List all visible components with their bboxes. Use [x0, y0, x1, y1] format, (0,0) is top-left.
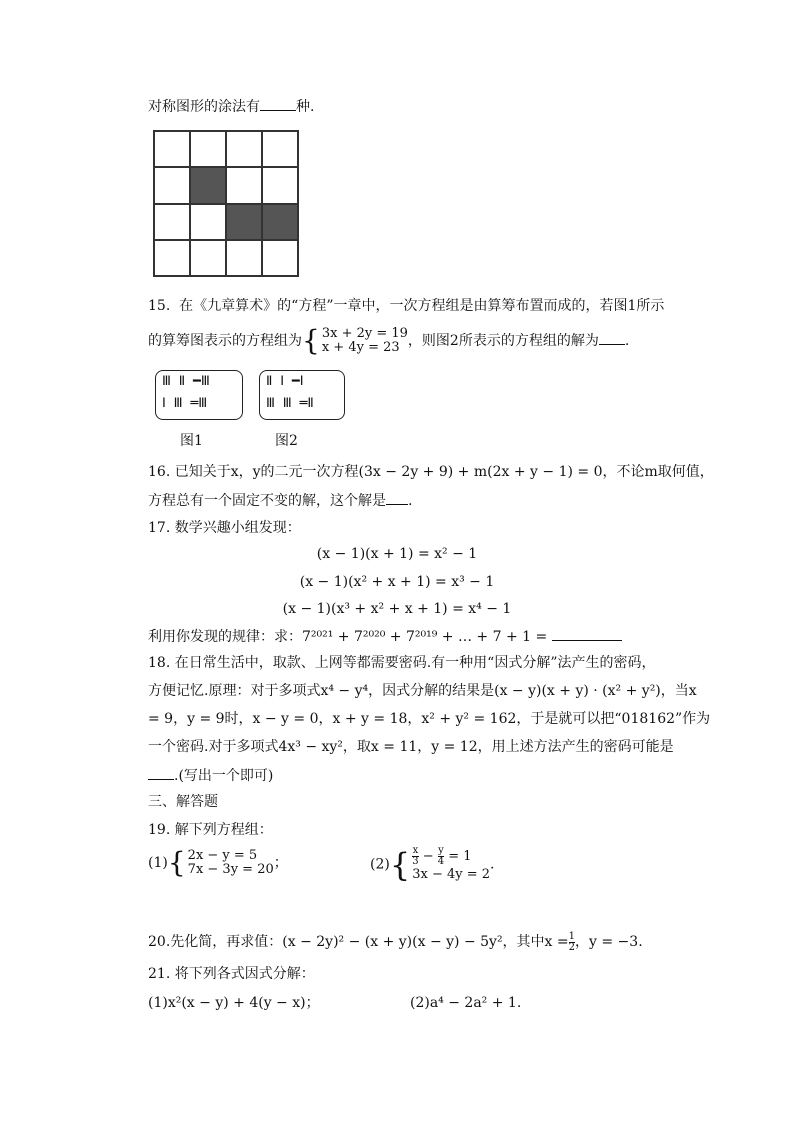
q18-line2: 方便记忆.原理：对于多项式x⁴ − y⁴，因式分解的结果是(x − y)(x + y) · (x² + y²)，当x — [148, 683, 697, 699]
q19-part1 — [148, 848, 288, 878]
q21-part1: (1)x²(x − y) + 4(y − x)； — [148, 995, 320, 1011]
grid-cell-shaded — [226, 204, 262, 240]
fig2-row2: Ⅲ Ⅲ ═Ⅱ — [266, 396, 314, 411]
q19-p2-label: (2) — [370, 856, 390, 873]
q17-text5: 利用你发现的规律：求：7²⁰²¹ + 7²⁰²⁰ + 7²⁰¹⁹ + … + 7 + 1 = — [148, 629, 548, 645]
q19-part2 — [370, 846, 494, 883]
grid-cell — [190, 131, 226, 167]
q21-part2: (2)a⁴ − 2a² + 1. — [410, 995, 522, 1011]
q18-line4: 一个密码.对于多项式4x³ − xy²，取x = 11，y = 12，用上述方法产生的密码可能是 — [148, 739, 674, 755]
q17-eq2: (x − 1)(x² + x + 1) = x³ − 1 — [299, 574, 495, 590]
fig1-row1: Ⅲ Ⅱ ━Ⅲ — [162, 374, 210, 389]
fig1-caption: 图1 — [180, 433, 203, 449]
q16-text2: 方程总有一个固定不变的解，这个解是 — [148, 493, 386, 509]
frac-den: 4 — [437, 856, 445, 867]
fraction — [438, 846, 444, 867]
q18-text5: .(写出一个即可) — [174, 768, 274, 784]
fraction — [412, 846, 418, 867]
brace-icon: { — [302, 324, 320, 357]
q15-text1: 在《九章算术》的“方程”一章中，一次方程组是由算筹布置而成的，若图1所示 — [179, 298, 665, 314]
brace-icon: { — [167, 846, 186, 879]
q21-line1: 21. 将下列各式因式分解： — [148, 966, 315, 982]
q16-line2: 方程总有一个固定不变的解，这个解是 . — [148, 490, 412, 511]
q17-eq3: (x − 1)(x³ + x² + x + 1) = x⁴ − 1 — [282, 601, 512, 617]
q20-tail: ，y = −3. — [575, 934, 643, 950]
answer-blank[interactable] — [148, 765, 174, 780]
q19-p1-eq2: 7x − 3y = 20 — [187, 862, 274, 877]
q15-text2b: ，则图2所表示的方程组的解为 — [407, 333, 599, 349]
symmetry-grid — [153, 130, 299, 277]
q18-line3: = 9，y = 9时，x − y = 0，x + y = 18，x² + y² = 162，于是就可以把“018162”作为 — [148, 711, 711, 727]
brace-icon: { — [389, 845, 411, 884]
q19-p1-system — [188, 849, 274, 877]
q19-p2-system — [412, 846, 490, 883]
frac-den: 3 — [412, 856, 419, 867]
grid-cell — [226, 240, 262, 276]
answer-blank[interactable] — [552, 626, 622, 641]
grid-cell — [226, 131, 262, 167]
q20-line — [148, 930, 643, 954]
fig2-row1: Ⅱ Ⅰ ━Ⅰ — [266, 374, 304, 389]
q19-line1: 19. 解下列方程组： — [148, 822, 273, 838]
grid-cell — [154, 167, 190, 203]
q19-p2-eq2: 3x − 4y = 2 — [412, 867, 491, 882]
section-heading: 三、解答题 — [148, 794, 218, 810]
q15-line1 — [148, 296, 664, 316]
q19-p2-eq1-rest: = 1 — [448, 849, 472, 864]
frac-num: x — [412, 845, 419, 856]
answer-blank[interactable] — [599, 330, 625, 345]
q18-line1: 18. 在日常生活中，取款、上网等都需要密码.有一种用“因式分解”法产生的密码， — [148, 655, 656, 671]
q17-line1: 17. 数学兴趣小组发现： — [148, 520, 301, 536]
q14-text: 对称图形的涂法有 — [148, 99, 260, 115]
q19-p1-label: (1) — [148, 855, 168, 871]
frac-num: 1 — [568, 930, 576, 942]
grid-cell — [262, 131, 298, 167]
q17-line5 — [148, 626, 622, 647]
question-14-tail — [148, 96, 314, 117]
grid-cell — [154, 204, 190, 240]
answer-blank[interactable] — [386, 490, 408, 505]
answer-blank[interactable] — [260, 96, 296, 111]
q18-line5 — [148, 765, 273, 786]
fig1-row2: Ⅰ Ⅲ ═Ⅲ — [162, 396, 208, 411]
q17-eq1: (x − 1)(x + 1) = x² − 1 — [316, 546, 478, 562]
q20-text: 20.先化简，再求值：(x − 2y)² − (x + y)(x − y) − 5y²，其中x = — [148, 934, 569, 950]
grid-cell — [154, 240, 190, 276]
q15-system — [322, 327, 408, 355]
grid-cell-shaded — [190, 167, 226, 203]
q16-line1: 16. 已知关于x，y的二元一次方程(3x − 2y + 9) + m(2x + y − 1) = 0，不论m取何值， — [148, 464, 714, 480]
q15-text2a: 的算筹图表示的方程组为 — [148, 333, 302, 349]
q19-p2-eq1: $\frac{x}{3}$ − $\frac{y}{4}$ = 1 — [412, 845, 472, 867]
grid-cell — [190, 240, 226, 276]
grid-cell — [190, 204, 226, 240]
q15-eq2: x + 4y = 23 — [321, 340, 400, 355]
grid-cell — [226, 167, 262, 203]
q19-p1-eq1: 2x − y = 5 — [187, 848, 258, 863]
q15-line2: 的算筹图表示的方程组为{ 3x + 2y = 19 x + 4y = 23 ，则图2所表示的方程组的解为 . — [148, 324, 630, 357]
q19-p2-end: . — [490, 856, 495, 873]
q14-tail: 种. — [296, 99, 315, 115]
frac-num: y — [438, 845, 444, 856]
q15-eq1: 3x + 2y = 19 — [321, 326, 408, 341]
q19-p1-end: ； — [273, 855, 288, 871]
grid-cell — [262, 240, 298, 276]
fig2-caption: 图2 — [275, 433, 298, 449]
grid-cell-shaded — [262, 204, 298, 240]
grid-cell — [262, 167, 298, 203]
q15-number: 15. — [148, 298, 171, 314]
grid-cell — [154, 131, 190, 167]
frac-den: 2 — [568, 941, 576, 953]
